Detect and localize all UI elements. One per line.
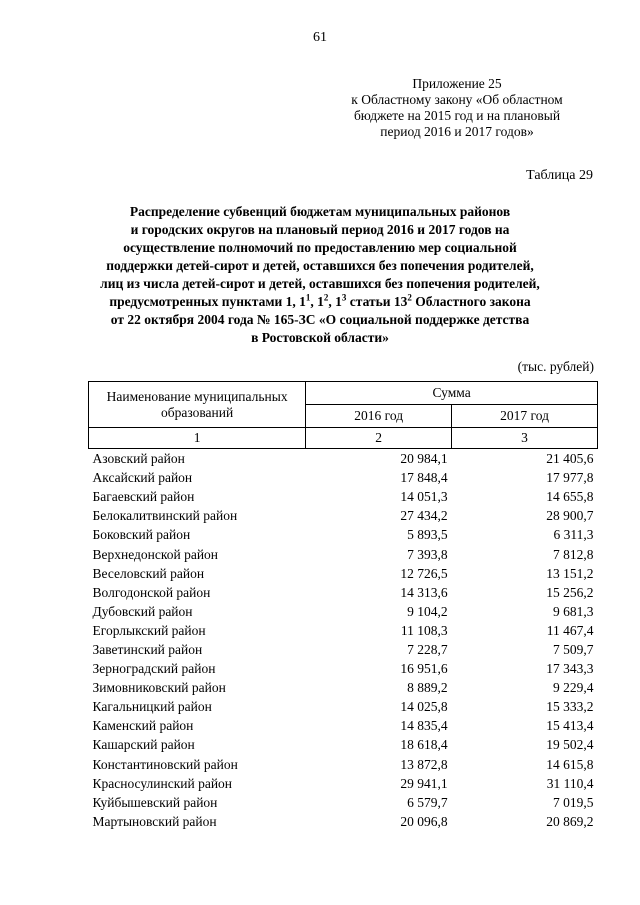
column-index: 3 xyxy=(452,428,598,449)
appendix-line: период 2016 и 2017 годов» xyxy=(380,124,534,139)
appendix-line: Приложение 25 xyxy=(412,76,502,91)
value-2016: 14 051,3 xyxy=(400,489,448,505)
column-index: 2 xyxy=(306,428,452,449)
value-2016: 20 096,8 xyxy=(400,813,448,829)
value-2017: 11 467,4 xyxy=(546,622,594,638)
value-2016: 20 984,1 xyxy=(400,451,448,467)
value-2017: 15 256,2 xyxy=(546,584,594,600)
value-2016: 9 104,2 xyxy=(407,603,448,619)
district-name: Каменский район xyxy=(92,718,194,734)
value-2017: 7 509,7 xyxy=(553,641,594,657)
superscript: 2 xyxy=(323,292,329,303)
table-row xyxy=(89,812,598,831)
title-line: и городских округов на плановый период 2016 и 2017 годов на xyxy=(130,222,510,237)
value-2017: 13 151,2 xyxy=(546,565,594,581)
value-2016: 14 025,8 xyxy=(400,699,448,715)
value-2017: 31 110,4 xyxy=(546,775,594,791)
title-text: , 1 xyxy=(310,294,324,309)
value-2017: 15 333,2 xyxy=(546,699,594,715)
district-name: Кашарский район xyxy=(92,737,195,753)
district-name: Зимовниковский район xyxy=(92,680,226,696)
table-row xyxy=(89,640,598,659)
table-row xyxy=(89,602,598,621)
table-row xyxy=(89,716,598,735)
document-title xyxy=(70,203,570,347)
header-sum: Сумма xyxy=(306,382,598,405)
header-year-2016: 2016 год xyxy=(306,405,452,428)
district-name: Белокалитвинский район xyxy=(92,508,238,524)
table-row xyxy=(89,793,598,812)
value-2017: 7 812,8 xyxy=(553,546,594,562)
table-row xyxy=(89,659,598,678)
subvention-table xyxy=(88,381,598,831)
appendix-line: бюджете на 2015 год и на плановый xyxy=(353,108,561,123)
value-2017: 19 502,4 xyxy=(546,737,594,753)
value-2017: 15 413,4 xyxy=(546,718,594,734)
value-2016: 27 434,2 xyxy=(400,508,448,524)
superscript: 1 xyxy=(305,292,311,303)
value-2016: 8 889,2 xyxy=(407,680,448,696)
title-line: лиц из числа детей-сирот и детей, оставшихся без попечения родителей, xyxy=(100,276,540,291)
table-row xyxy=(89,735,598,754)
table-number: Таблица 29 xyxy=(526,168,593,183)
title-line: осуществление полномочий по предоставлению мер социальной xyxy=(123,240,517,255)
table-row xyxy=(89,468,598,487)
value-2016: 7 393,8 xyxy=(407,546,448,562)
value-2017: 20 869,2 xyxy=(546,813,594,829)
title-line: поддержки детей-сирот и детей, оставшихся без попечения родителей, xyxy=(106,258,534,273)
district-name: Куйбышевский район xyxy=(92,794,218,810)
value-2016: 14 835,4 xyxy=(400,718,448,734)
page-number: 61 xyxy=(313,30,327,45)
district-name: Заветинский район xyxy=(92,641,203,657)
table-row xyxy=(89,525,598,544)
district-name: Красносулинский район xyxy=(92,775,233,791)
value-2016: 7 228,7 xyxy=(407,641,448,657)
district-name: Боковский район xyxy=(92,527,191,543)
value-2017: 28 900,7 xyxy=(546,508,594,524)
district-name: Веселовский район xyxy=(92,565,205,581)
title-text: , 1 xyxy=(328,294,342,309)
appendix-line: к Областному закону «Об областном xyxy=(351,92,563,107)
district-name: Егорлыкский район xyxy=(92,622,206,638)
title-line: от 22 октября 2004 года № 165-ЗС «О социальной поддержке детства xyxy=(110,312,530,327)
title-text: статьи 13 xyxy=(346,294,408,309)
district-name: Верхнедонской район xyxy=(92,546,219,562)
value-2017: 9 229,4 xyxy=(553,680,594,696)
table-row xyxy=(89,621,598,640)
table-body xyxy=(89,449,598,831)
value-2017: 17 343,3 xyxy=(546,661,594,677)
value-2016: 16 951,6 xyxy=(400,661,448,677)
table-row xyxy=(89,774,598,793)
table-row xyxy=(89,697,598,716)
value-2016: 29 941,1 xyxy=(400,775,448,791)
table-row xyxy=(89,449,598,469)
value-2017: 9 681,3 xyxy=(553,603,594,619)
table-row xyxy=(89,487,598,506)
value-2016: 17 848,4 xyxy=(400,470,448,486)
title-line: в Ростовской области» xyxy=(251,330,389,345)
value-2017: 21 405,6 xyxy=(546,451,594,467)
value-2016: 11 108,3 xyxy=(400,622,448,638)
header-year-2017: 2017 год xyxy=(452,405,598,428)
title-text: предусмотренных пунктами 1, 1 xyxy=(109,294,306,309)
value-2016: 14 313,6 xyxy=(400,584,448,600)
title-line xyxy=(70,293,570,311)
table-row xyxy=(89,583,598,602)
value-2017: 14 615,8 xyxy=(546,756,594,772)
title-text: Областного закона xyxy=(411,294,531,309)
column-index: 1 xyxy=(89,428,306,449)
value-2016: 12 726,5 xyxy=(400,565,448,581)
superscript: 3 xyxy=(341,292,347,303)
value-2016: 6 579,7 xyxy=(407,794,448,810)
superscript: 2 xyxy=(407,292,412,303)
value-2016: 13 872,8 xyxy=(400,756,448,772)
district-name: Аксайский район xyxy=(92,470,193,486)
district-name: Кагальницкий район xyxy=(92,699,212,715)
value-2017: 6 311,3 xyxy=(553,527,594,543)
value-2017: 7 019,5 xyxy=(553,794,594,810)
district-name: Дубовский район xyxy=(92,603,193,619)
district-name: Константиновский район xyxy=(92,756,238,772)
table-row xyxy=(89,506,598,525)
value-2016: 18 618,4 xyxy=(400,737,448,753)
value-2017: 14 655,8 xyxy=(546,489,594,505)
district-name: Азовский район xyxy=(92,451,185,467)
district-name: Мартыновский район xyxy=(92,813,217,829)
appendix-note xyxy=(320,76,594,140)
district-name: Зерноградский район xyxy=(92,661,216,677)
table-row xyxy=(89,678,598,697)
title-line: Распределение субвенций бюджетам муниципальных районов xyxy=(129,204,511,219)
district-name: Багаевский район xyxy=(92,489,195,505)
table-row xyxy=(89,755,598,774)
units-label: (тыс. рублей) xyxy=(517,359,594,374)
district-name: Волгодонской район xyxy=(92,584,211,600)
table-row xyxy=(89,544,598,563)
header-name: Наименование муниципальных образований xyxy=(89,382,306,428)
table-row xyxy=(89,564,598,583)
value-2016: 5 893,5 xyxy=(407,527,448,543)
value-2017: 17 977,8 xyxy=(546,470,594,486)
